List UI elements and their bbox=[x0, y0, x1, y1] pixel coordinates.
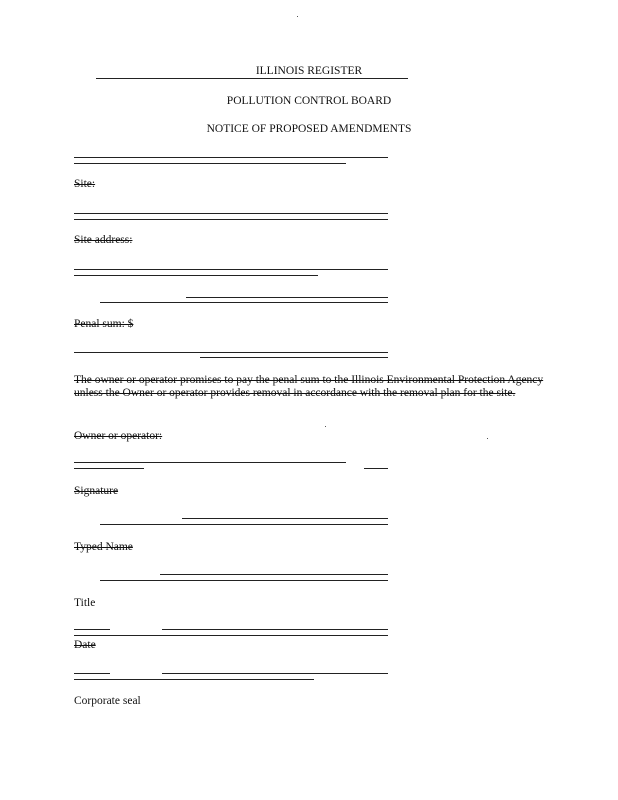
site-rule-1[interactable] bbox=[74, 213, 388, 214]
site-address-rule-1[interactable] bbox=[74, 269, 388, 270]
typed-name-rule-2 bbox=[100, 580, 388, 581]
penal-sum-label: Penal sum: $ bbox=[74, 318, 134, 330]
stray-mark bbox=[297, 16, 298, 17]
owner-rule-1[interactable] bbox=[74, 462, 346, 463]
board-title: POLLUTION CONTROL BOARD bbox=[226, 95, 392, 107]
title-rule-2[interactable] bbox=[162, 629, 388, 630]
promise-paragraph: The owner or operator promises to pay the penal sum to the Illinois Environmental Protection Agency unless the Owner or operator provides removal in accordance with the removal plan for the site. bbox=[74, 374, 544, 399]
owner-label: Owner or operator: bbox=[74, 430, 163, 442]
top-rule-2 bbox=[74, 163, 346, 164]
header-rule bbox=[96, 78, 408, 79]
typed-name-label: Typed Name bbox=[74, 541, 133, 553]
site-address-label: Site address: bbox=[74, 234, 133, 246]
date-rule-3 bbox=[74, 679, 314, 680]
date-rule-1[interactable] bbox=[74, 673, 110, 674]
site-rule-2 bbox=[74, 219, 388, 220]
register-title: ILLINOIS REGISTER bbox=[255, 65, 363, 77]
stray-mark bbox=[325, 426, 326, 427]
signature-rule-2 bbox=[100, 524, 388, 525]
signature-label: Signature bbox=[74, 485, 119, 497]
owner-rule-2 bbox=[74, 468, 144, 469]
notice-title: NOTICE OF PROPOSED AMENDMENTS bbox=[206, 123, 412, 135]
corporate-seal-label: Corporate seal bbox=[74, 695, 141, 707]
date-rule-2[interactable] bbox=[162, 673, 388, 674]
site-address-rule-2 bbox=[74, 275, 318, 276]
penal-sum-rule-1[interactable] bbox=[74, 352, 388, 353]
site-address-rule-4 bbox=[100, 302, 388, 303]
top-rule-1 bbox=[74, 157, 388, 158]
site-address-rule-3[interactable] bbox=[186, 297, 388, 298]
title-rule-3 bbox=[74, 635, 388, 636]
date-label: Date bbox=[74, 639, 96, 651]
title-label: Title bbox=[74, 597, 96, 609]
title-rule-1[interactable] bbox=[74, 629, 110, 630]
owner-rule-3 bbox=[364, 468, 388, 469]
site-label: Site: bbox=[74, 178, 96, 190]
typed-name-rule-1[interactable] bbox=[160, 574, 388, 575]
stray-mark bbox=[487, 438, 488, 439]
penal-sum-rule-2 bbox=[200, 357, 388, 358]
signature-rule-1[interactable] bbox=[182, 518, 388, 519]
